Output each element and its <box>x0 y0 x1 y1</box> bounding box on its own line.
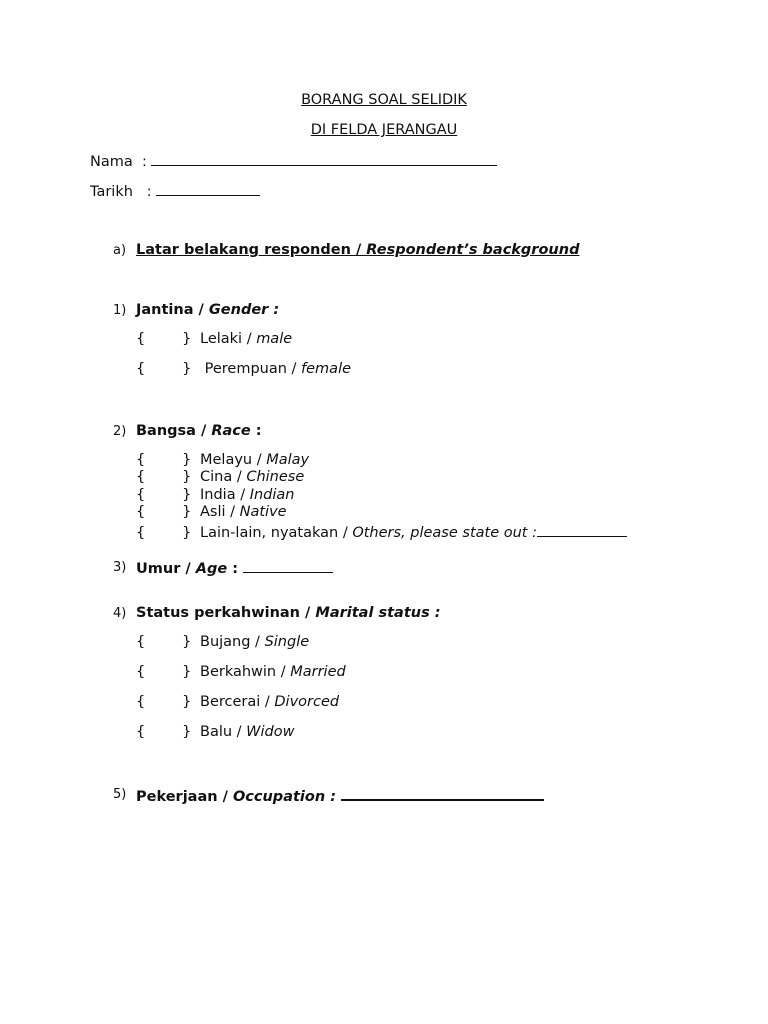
q4-option-single[interactable]: { } Bujang / Single <box>136 634 310 650</box>
q2-heading: Bangsa / Race : <box>136 423 262 439</box>
q5-number: 5) <box>113 787 127 802</box>
q4-heading <box>136 604 441 622</box>
q3-number: 3) <box>113 560 127 575</box>
q2-label-en: Race <box>211 423 251 439</box>
q2-option-chinese[interactable]: { } Cina / Chinese <box>136 469 305 485</box>
nama-field[interactable] <box>151 151 497 166</box>
checkbox-brace[interactable]: { } <box>136 469 192 485</box>
q2-option-native[interactable]: { } Asli / Native <box>136 504 287 520</box>
checkbox-brace[interactable]: { } <box>136 664 192 680</box>
nama-row <box>90 151 497 171</box>
q3-heading: Umur / Age : <box>136 558 333 578</box>
section-a-label: Latar belakang responden / <box>136 242 367 258</box>
q3-label-en: Age <box>195 561 228 577</box>
tarikh-label: Tarikh <box>90 184 133 200</box>
nama-label: Nama <box>90 154 133 170</box>
tarikh-row <box>90 181 260 201</box>
checkbox-brace[interactable]: { } <box>136 634 192 650</box>
q1-heading <box>136 301 279 319</box>
q1-label: Jantina / <box>136 302 209 318</box>
checkbox-brace[interactable]: { } <box>136 724 192 740</box>
checkbox-brace[interactable]: { } <box>136 361 192 377</box>
checkbox-brace[interactable]: { } <box>136 504 192 520</box>
section-a-label-en: Respondent’s background <box>366 242 580 258</box>
q2-number: 2) <box>113 424 127 439</box>
occupation-field[interactable] <box>341 785 544 801</box>
form-title: BORANG SOAL SELIDIK <box>301 92 467 108</box>
q4-number: 4) <box>113 606 127 621</box>
q5-label: Pekerjaan / <box>136 789 233 805</box>
q5-label-en: Occupation : <box>232 789 337 805</box>
q3-label: Umur / <box>136 561 196 577</box>
q2-option-indian[interactable]: { } India / Indian <box>136 487 295 503</box>
tarikh-colon: : <box>146 184 152 200</box>
nama-colon: : <box>141 154 147 170</box>
checkbox-brace[interactable]: { } <box>136 452 192 468</box>
q4-label: Status perkahwinan / <box>136 605 316 621</box>
q4-label-en: Marital status : <box>315 605 441 621</box>
q1-option-female[interactable]: { } Perempuan / female <box>136 361 352 377</box>
q2-option-malay[interactable]: { } Melayu / Malay <box>136 452 310 468</box>
q4-option-married[interactable]: { } Berkahwin / Married <box>136 664 346 680</box>
section-a-heading <box>136 241 579 259</box>
q1-option-male[interactable]: { } Lelaki / male <box>136 331 293 347</box>
q5-heading <box>136 785 544 806</box>
q2-option-others[interactable]: { } Lain-lain, nyatakan / Others, please state out : <box>136 522 627 542</box>
checkbox-brace[interactable]: { } <box>136 694 192 710</box>
q1-label-en: Gender : <box>208 302 280 318</box>
age-field[interactable] <box>243 558 333 573</box>
others-field[interactable] <box>537 522 627 537</box>
checkbox-brace[interactable]: { } <box>136 487 192 503</box>
q1-number: 1) <box>113 303 127 318</box>
checkbox-brace[interactable]: { } <box>136 331 192 347</box>
q4-option-widow[interactable]: { } Balu / Widow <box>136 724 295 740</box>
tarikh-field[interactable] <box>156 181 260 196</box>
form-subtitle: DI FELDA JERANGAU <box>310 122 458 138</box>
section-a-marker: a) <box>113 243 127 258</box>
checkbox-brace[interactable]: { } <box>136 525 192 541</box>
q4-option-divorced[interactable]: { } Bercerai / Divorced <box>136 694 340 710</box>
q2-label: Bangsa / <box>136 423 212 439</box>
